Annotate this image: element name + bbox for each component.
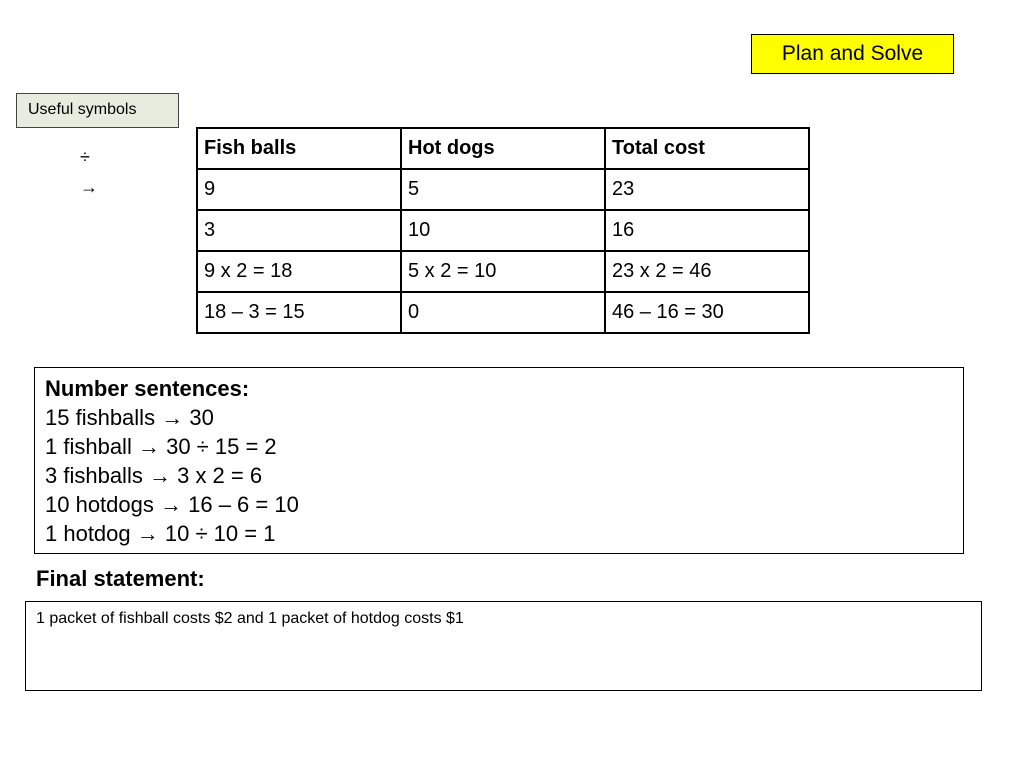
number-sentences-title: Number sentences:	[45, 376, 250, 401]
table-header-cell: Fish balls	[197, 128, 401, 169]
table-cell: 5	[401, 169, 605, 210]
sentence-right: 10 ÷ 10 = 1	[164, 521, 276, 546]
table-cell: 9	[197, 169, 401, 210]
table-header-row	[197, 128, 809, 169]
table-cell: 18 – 3 = 15	[197, 292, 401, 333]
number-sentence-line	[45, 432, 953, 461]
arrow-icon: →	[136, 521, 159, 546]
arrow-symbol: →	[80, 177, 98, 197]
table-cell: 16	[605, 210, 809, 251]
arrow-icon: →	[137, 434, 160, 459]
table-row	[197, 169, 809, 210]
table-cell: 10	[401, 210, 605, 251]
table-header-cell: Hot dogs	[401, 128, 605, 169]
table-cell: 3	[197, 210, 401, 251]
table-cell: 23 x 2 = 46	[605, 251, 809, 292]
arrow-icon: →	[160, 492, 182, 517]
number-sentence-line	[45, 403, 953, 432]
number-sentence-line	[45, 519, 953, 548]
number-sentences-box	[34, 367, 964, 554]
working-table	[196, 127, 810, 334]
divide-symbol: ÷	[80, 147, 90, 167]
sentence-left: 10 hotdogs	[45, 492, 154, 517]
sentence-right: 16 – 6 = 10	[188, 492, 299, 517]
sentence-left: 1 fishball	[45, 434, 132, 459]
sentence-right: 30 ÷ 15 = 2	[166, 434, 277, 459]
final-statement-text: 1 packet of fishball costs $2 and 1 packet of hotdog costs $1	[36, 610, 464, 627]
table-cell: 46 – 16 = 30	[605, 292, 809, 333]
number-sentence-line	[45, 461, 953, 490]
table-header-cell: Total cost	[605, 128, 809, 169]
useful-symbols-label: Useful symbols	[16, 93, 179, 128]
sentence-right: 3 x 2 = 6	[177, 463, 263, 488]
final-statement-label: Final statement:	[36, 566, 205, 591]
table-row	[197, 210, 809, 251]
sentence-left: 3 fishballs	[45, 463, 143, 488]
table-cell: 0	[401, 292, 605, 333]
sentence-left: 1 hotdog	[45, 521, 131, 546]
final-statement-box	[25, 601, 982, 691]
number-sentence-line	[45, 490, 953, 519]
sentence-left: 15 fishballs	[45, 405, 156, 430]
table-row	[197, 292, 809, 333]
plan-and-solve-title: Plan and Solve	[751, 34, 954, 74]
table-cell: 9 x 2 = 18	[197, 251, 401, 292]
arrow-icon: →	[161, 405, 184, 430]
table-cell: 5 x 2 = 10	[401, 251, 605, 292]
sentence-right: 30	[189, 405, 214, 430]
table-row	[197, 251, 809, 292]
table-cell: 23	[605, 169, 809, 210]
arrow-icon: →	[148, 463, 171, 488]
